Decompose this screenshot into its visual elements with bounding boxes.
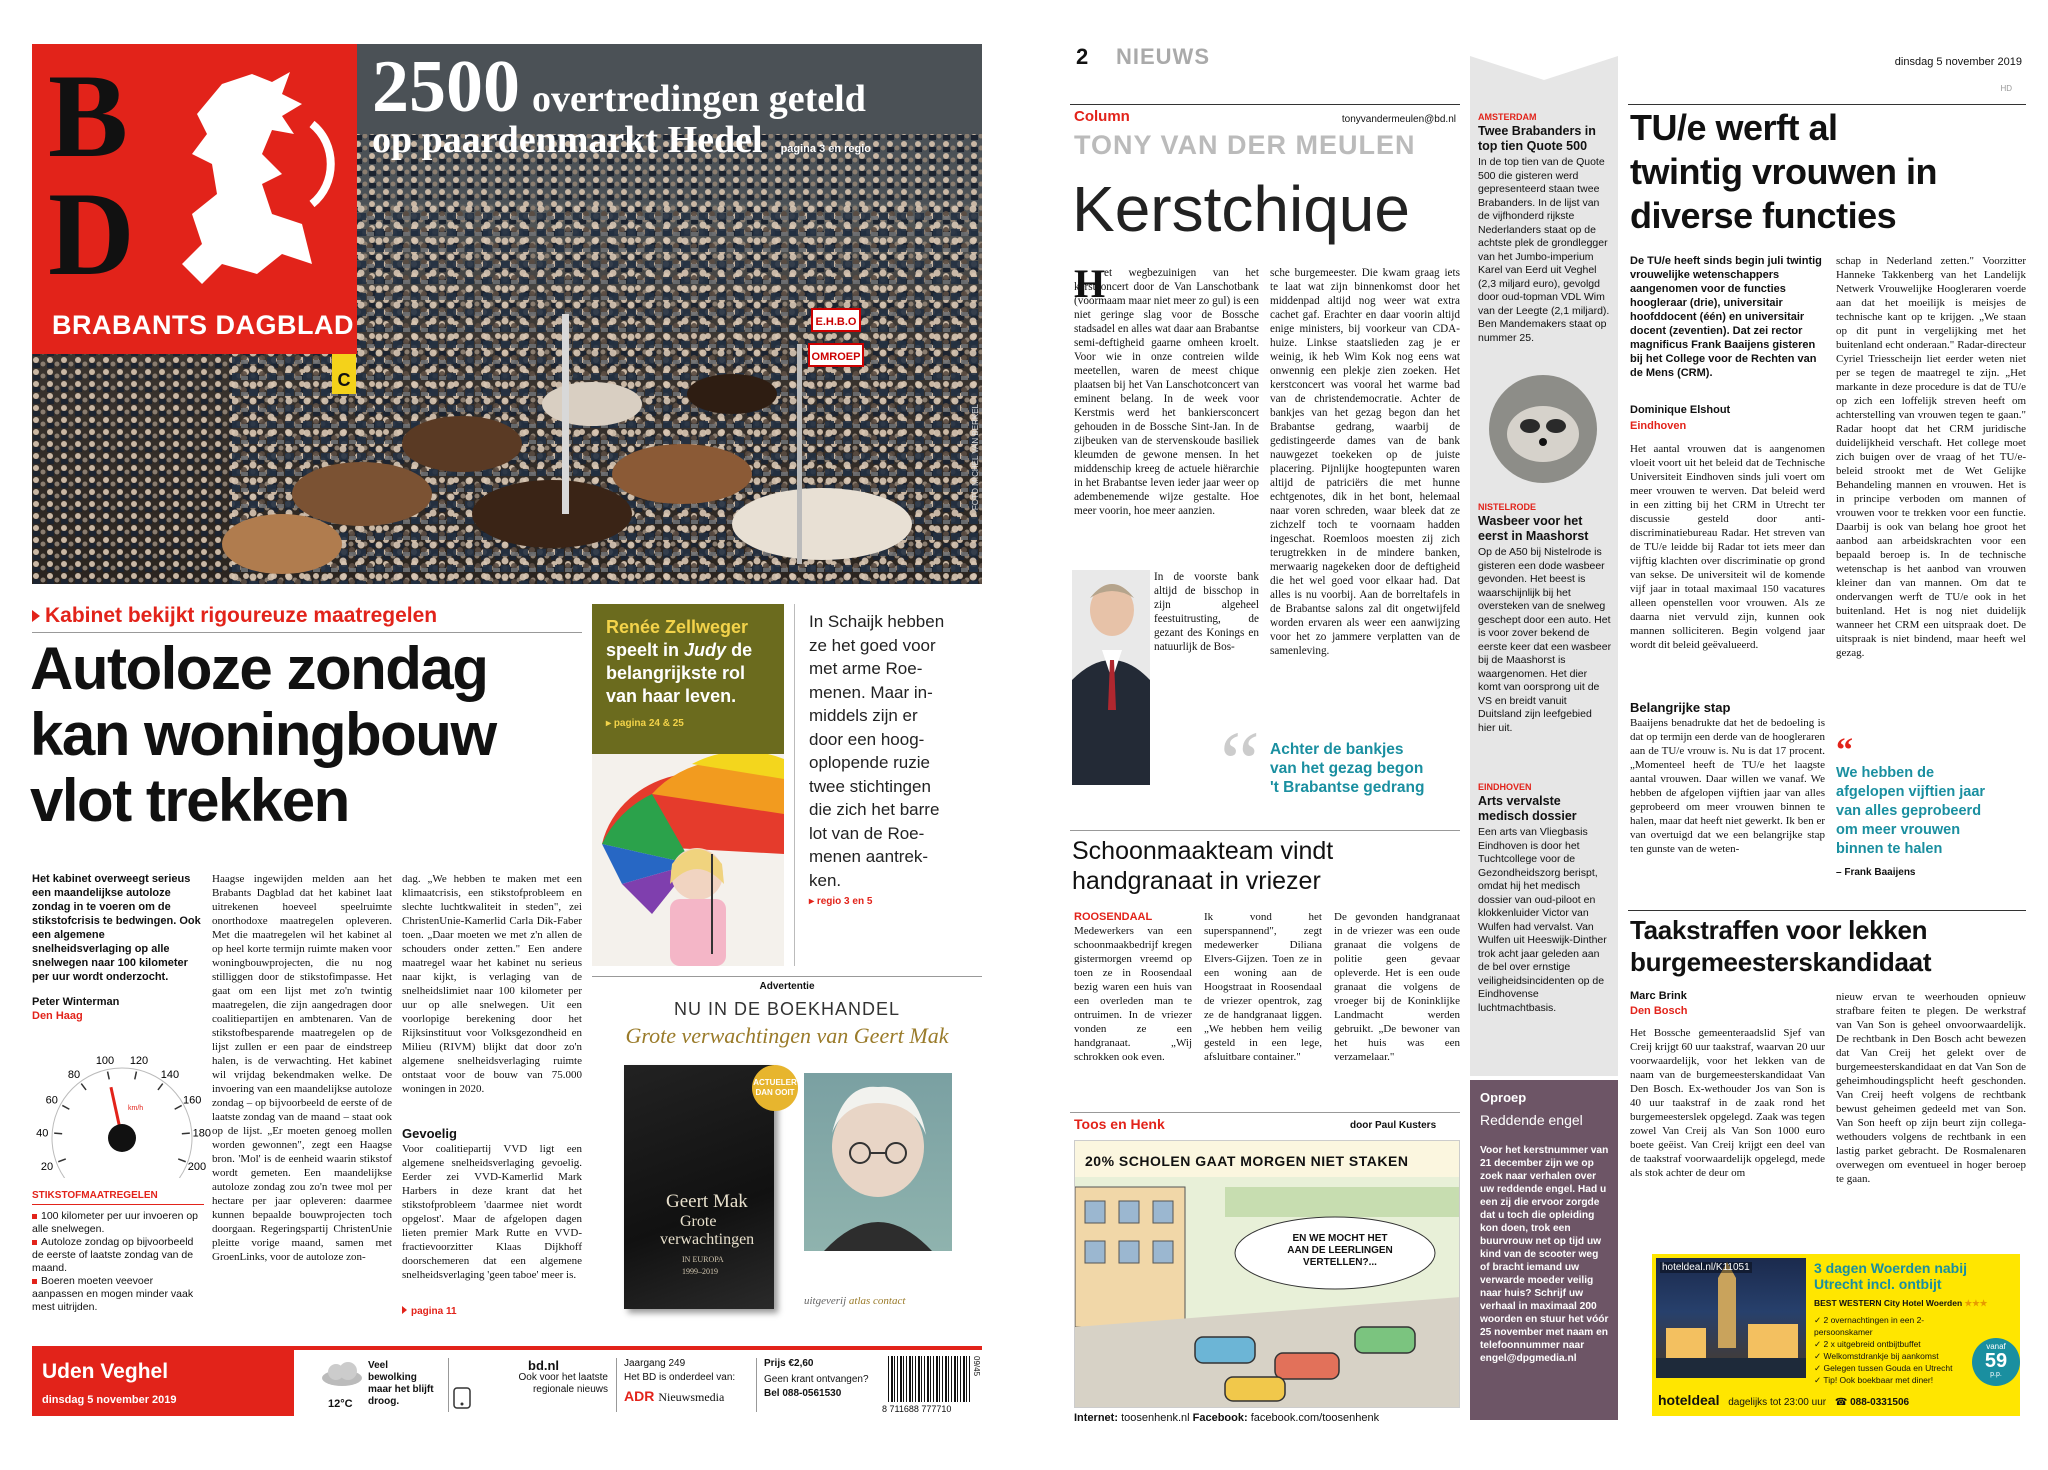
bd-parent-text: Het BD is onderdeel van: bbox=[624, 1372, 736, 1383]
speedometer-arc bbox=[52, 1068, 192, 1178]
sidebar-item-head: Twee Brabanders in top tien Quote 500 bbox=[1478, 124, 1596, 153]
speedometer-tick bbox=[108, 1072, 110, 1080]
promo-schaijk-line: middels zijn er bbox=[809, 706, 918, 725]
masthead[interactable] bbox=[32, 44, 357, 354]
columnist-photo bbox=[1072, 570, 1150, 785]
barcode-number: 8 711688 777710 bbox=[882, 1404, 952, 1414]
speedometer-hub bbox=[108, 1124, 136, 1152]
speedometer-tick bbox=[58, 1159, 65, 1162]
column-text-col1b: In de voorste bank altijd de bisschop in zijn algeheel feestuitrusting, de gezant des Konings en natuurlijk de Bos- bbox=[1154, 571, 1259, 653]
tue-col1b: Baaijens benadrukte dat het de bedoeling is dat op termijn een derde van de hoogleraren aan de TU/e vrouw is. Nu is dat 17 procent. „Momenteel heeft de TU/e het laagste aantal vrouwen. Daar willen we vanaf. We hebben de afgelopen vijftien jaar van alles geprobeerd om meer vrouwen binnen te halen, maar dat heeft niet gewerkt. Ik ben er van overtuigd dat we een belangrijke stap ten gunste van de weten- bbox=[1630, 717, 1825, 855]
photo-number: 2500 bbox=[372, 46, 520, 128]
speedometer-label: 100 bbox=[95, 1054, 115, 1067]
sidebar-item-place: AMSTERDAM bbox=[1478, 112, 1537, 122]
hotel-name: BEST WESTERN City Hotel Woerden ★★★ bbox=[1814, 1298, 1988, 1308]
hotel-phone-icon: ☎ bbox=[1834, 1397, 1848, 1408]
speedometer-label: 60 bbox=[45, 1094, 58, 1107]
comic-balloon: EN WE MOCHT HET AAN DE LEERLINGEN VERTELLEN?... bbox=[1287, 1233, 1393, 1268]
hotel-hours: dagelijks tot 23:00 uur bbox=[1728, 1397, 1827, 1408]
hotel-price-badge: vanaf 59 p.p. bbox=[1972, 1338, 2020, 1386]
sidebar-item-body: Op de A50 bij Nistelrode is gisteren een dode wasbeer gevonden. Het beest is waarschijnlijk bij het oversteken van de snelweg geschept door een auto. Het is voor zover bekend de eerste keer dat een wasbeer bij de Maashorst is waargenomen. Het dier komt van oorsprong uit de VS en breidt vanuit Duitsland zijn leefgebied hier uit. bbox=[1478, 546, 1612, 734]
hotel-feature-item: ✓ Gelegen tussen Gouda en Utrecht bbox=[1814, 1363, 1953, 1373]
ad-book-cover bbox=[624, 1065, 774, 1309]
photo-headline-line2: op paardenmarkt Hedel bbox=[372, 119, 763, 161]
column-label: Column bbox=[1074, 108, 1130, 125]
granaat-col1: ROOSENDAAL Medewerkers van een schoonmaakbedrijf kregen gistermorgen vreemd op toen ze in Roosendaal bezig waren een huis van een overleden man te ontruimen. In de vriezer vonden ze een handgranaat. „Wij schrokken ook even. bbox=[1074, 911, 1192, 1063]
lead-headline-line3: vlot trekken bbox=[30, 767, 349, 834]
weather-temp: 12°C bbox=[328, 1398, 353, 1410]
taak-col2: nieuw ervan te weerhouden opnieuw strafbare feiten te plegen. De werkstraf van Van Son is geheel onvoorwaardelijk. De rechtbank in Den Bosch acht bewezen dat Van Creij het gelekt over de burgemeesterskandidaat en dat Van Son de geheimhoudingsplicht heeft geschonden. Van Creij heeft volgens de rechtbank bewust geheimen gedeeld met van Son. Van Son heeft op zijn beurt zijn collega-wethouders volgens de rechtbank in een lastig parket gebracht. De Rosmalenaren overwegen om eventueel in hoger beroep te gaan. bbox=[1836, 991, 2026, 1185]
vak-sign: C bbox=[337, 370, 351, 390]
tue-author: Dominique Elshout bbox=[1630, 404, 1731, 416]
column-dropcap: H bbox=[1074, 261, 1106, 306]
promo-schaijk-ref: ▸ regio 3 en 5 bbox=[809, 896, 873, 907]
promo-schaijk[interactable] bbox=[794, 604, 982, 966]
lead-author: Peter Winterman bbox=[32, 996, 120, 1008]
speedometer-tick bbox=[178, 1159, 185, 1162]
promo-schaijk-line: twee stichtingen bbox=[809, 776, 931, 796]
adr-logo: ADR Nieuwsmedia bbox=[624, 1388, 725, 1404]
promo-schaijk-line: oplopende ruzie bbox=[809, 753, 930, 772]
section-name: NIEUWS bbox=[1116, 44, 1210, 69]
tue-headline: TU/e werft al twintig vrouwen in diverse functies bbox=[1630, 107, 1937, 236]
ad-book-title2: verwachtingen bbox=[660, 1231, 755, 1248]
hotel-brand: hoteldeal bbox=[1658, 1392, 1720, 1408]
promo-schaijk-line: ken. bbox=[809, 870, 842, 890]
jaargang: Jaargang 249 bbox=[624, 1358, 686, 1369]
column-quote-mark: “ bbox=[1220, 714, 1260, 813]
edition-box bbox=[32, 1350, 294, 1416]
oproep-head: Reddende engel bbox=[1480, 1112, 1583, 1128]
lead-headline-line2: kan woningbouw bbox=[30, 701, 496, 768]
stikstof-bullet: Autoloze zondag op bijvoorbeeld de eerste of laatste zondag van de maand. bbox=[32, 1236, 194, 1274]
no-paper-text: Geen krant ontvangen? bbox=[764, 1374, 869, 1385]
ad-publisher: uitgeverij atlas contact bbox=[804, 1295, 906, 1307]
speedometer-label: 120 bbox=[129, 1054, 149, 1067]
speedometer-unit: km/h bbox=[128, 1105, 144, 1112]
tue-col1: Het aantal vrouwen dat is aangenomen vloeit voort uit het beleid dat de Technische Universiteit Eindhoven sinds juli voert om meer vrouwen te werven. Dat beleid werd in een zitting bij het CRM in Utrecht ter discussie gesteld door anti-discriminatiebureau Radar. Het streven van de TU/e leidde bij Radar tot iets meer dan vijftig klachten over discriminatie op grond van sekse. De universiteit wil de komende vijf jaar in totaal maximaal 150 vacatures alleen openstellen voor vrouwen. Als ze daarna niet vervuld zijn, kunnen ook mannen solliciteren. Begin volgend jaar wordt dit beleid geëvalueerd. bbox=[1630, 443, 1825, 651]
sidebar-item-body: In de top tien van de Quote 500 die gisteren werd gepresenteerd staan twee Brabanders. In de lijst van de vijfhonderd rijkste Nederlanders staat op de achtste plek de grondlegger van het Jumbo-imperium Karel van Eerd uit Veghel (2,3 miljard euro), gevolgd door oud-topman VDL Wim van der Leegte (2,1 miljard). Ben Mandemakers staat op nummer 25. bbox=[1478, 156, 1610, 344]
ad-badge: ACTUELER DAN OOIT bbox=[752, 1065, 798, 1111]
sidebar-news-item[interactable] bbox=[1478, 782, 1612, 1015]
speedometer-label: 20 bbox=[40, 1160, 54, 1173]
barcode bbox=[888, 1356, 972, 1402]
promo-zellweger-ref: ▸ pagina 24 & 25 bbox=[606, 718, 684, 729]
lead-page-ref[interactable]: pagina 11 bbox=[402, 1306, 457, 1317]
stikstof-bullets bbox=[32, 1210, 207, 1314]
barcode-side: 09/45 bbox=[972, 1356, 981, 1377]
tue-place: Eindhoven bbox=[1630, 420, 1687, 432]
promo-schaijk-line: In Schaijk hebben bbox=[809, 612, 945, 631]
hotel-feature-item: ✓ Welkomstdrankje bij aankomst bbox=[1814, 1351, 1939, 1361]
sidebar-item-body: Een arts van Vliegbasis Eindhoven is door het Tuchtcollege voor de Gezondheidszorg berispt, omdat hij het medisch dossier van oud-piloot en klokkenluider Victor van Wulfen had vervalst. Van Wulfen uit Heeswijk-Dinther trok acht jaar geleden aan de bel over ernstige veiligheidsincidenten op de Eindhovense luchtmachtbasis. bbox=[1478, 826, 1607, 1014]
speedometer-tick bbox=[54, 1133, 62, 1134]
promo-zellweger-text: Renée Zellweger speelt in Judy de belangrijkste rol van haar leven. ▸ pagina 24 & 25 bbox=[606, 616, 776, 735]
lead-headline bbox=[30, 636, 590, 834]
hotel-photo bbox=[1656, 1258, 1806, 1378]
left-front-page bbox=[0, 0, 1000, 1470]
hotel-items bbox=[1814, 1314, 1974, 1386]
granaat-col3: De gevonden handgranaat in de vriezer was een oude granaat die volgens de politie geen gevaar opleverde. Het is een oude granaat die volgens de vroeger bij de Koninklijke Landmacht werden gebruikt. „De bewoner van het huis was een verzamelaar." bbox=[1334, 911, 1460, 1063]
speedometer-label: 160 bbox=[183, 1094, 202, 1107]
edition-date: dinsdag 5 november 2019 bbox=[42, 1394, 177, 1406]
hotel-footer bbox=[1658, 1392, 2018, 1408]
lead-headline-line1: Autoloze zondag bbox=[30, 635, 488, 702]
hotel-url: hoteldeal.nl/K11051 bbox=[1662, 1262, 1750, 1273]
page-date: dinsdag 5 november 2019 bbox=[1894, 56, 2022, 68]
price: Prijs €2,60 bbox=[764, 1358, 814, 1369]
masthead-letter-d: D bbox=[48, 167, 135, 300]
lead-body-col3b: Voor coalitiepartij VVD ligt een algemene snelheidsverlaging gevoelig. Eerder zei VVD-Kamerlid Mark Harbers in deze krant dat het stikstofprobleem 'daarmee niet wordt opgelost'. Maar de afgelopen dagen lieten premier Mark Rutte en VVD-fractievoorzitter Klaas Dijkhoff doorschemeren dat een algemene snelheidsverlaging 'geen taboe' meer is. bbox=[402, 1143, 582, 1281]
ad-author-photo bbox=[804, 1073, 952, 1251]
hotel-feature-item: ✓ 2 x uitgebreid ontbijtbuffet bbox=[1814, 1339, 1921, 1349]
hotel-phone: 088-0331506 bbox=[1850, 1397, 1910, 1408]
ad-label: Advertentie bbox=[759, 981, 815, 992]
weather-text: Veel bewolking maar het blijft droog. bbox=[368, 1360, 434, 1407]
raccoon-photo bbox=[1488, 374, 1598, 484]
taak-place: Den Bosch bbox=[1630, 1005, 1688, 1017]
sidebar-item-head: Arts vervalste medisch dossier bbox=[1478, 794, 1577, 823]
photo-headline bbox=[372, 46, 982, 162]
promo-schaijk-line: ze het goed voor bbox=[809, 635, 936, 655]
taak-author: Marc Brink bbox=[1630, 990, 1687, 1002]
lead-body-col3a: dag. „We hebben te maken met een klimaatcrisis, een stikstofprobleem en slechte luchtkwaliteit in steden", zei ChristenUnie-Kamerlid Carla Dik-Faber toen. „Daar moeten we met z'n allen de schouders onder zetten." Een andere maatregel waar het kabinet nu serieus naar kijkt, is verlaging van de snelheidslimiet naar 100 kilometer per uur op alle snelwegen. Uit een voorlopige berekening door het Rijksinstituut voor Volksgezondheid en Milieu (RIVM) blijkt dat door zo'n algemene snelheidsverlaging ruimte ontstaat voor de bouw van 75.000 woningen in 2020. bbox=[402, 873, 582, 1095]
granaat-headline: Schoonmaakteam vindt handgranaat in vriezer bbox=[1072, 837, 1334, 895]
promo-schaijk-line: met arme Roe- bbox=[809, 659, 923, 678]
column-text-col2: sche burgemeester. Die kwam graag iets te laat wat zijn binnenkomst door het middenpad altijd nog weer wat extra cachet gaf. Erachter en daar voorin altijd enige ministers, bij voorkeur van CDA-huize. Linkse staatslieden zag je er weinig, ik heb Wim Kok nog eens wat onwennig een plekje zien zoeken. Het kerstconcert was vooral het warme bad van de christendemocratie. Achter de bankjes van het gezag begon dan het Brabantse gedrang, waarbij de gedistingeerde dames van de bank nauwgezet toekeken op de juiste placering. Pijnlijke hoogtepunten waren altijd de patriciërs die met hunne echtgenotes, dik in het bont, helemaal naar voren schreden, waar bleek dat ze zichzelf toch te voornaam hadden ingeschat. Roemloos moesten zij zich terugtrekken in de mindere banken, merwaarig nagekeken door de deftigheid die het wel goed voor elkaar had. Dat alles is nu voorbij. Aan de borreltafels in de Brabantse salons zal dit ongetwijfeld worden ervaren als weer een aanwijzing voor het zo jammere verplatten van de samenleving. bbox=[1270, 267, 1460, 657]
taak-headline: Taakstraffen voor lekken burgemeesterskandidaat bbox=[1630, 915, 1932, 977]
hoteldeal-ad[interactable] bbox=[1652, 1254, 2020, 1416]
stikstof-bullet: Boeren moeten veevoer aanpassen en mogen minder vaak mest uitrijden. bbox=[32, 1275, 194, 1313]
granaat-col2: Ik vond het superspannend", zegt medewerker Diliana Elvers-Gijzen. Toen ze in een woning aan de Hoogstraat in Roosendaal de vriezer opentrok, zag ze de handgranaat liggen. „We hebben hem veilig gesteld in een lege, afsluitbare container." bbox=[1204, 911, 1322, 1063]
page-number: 2 bbox=[1076, 44, 1089, 69]
speedometer-label: 180 bbox=[192, 1127, 211, 1140]
cloud-icon bbox=[320, 1362, 364, 1386]
ad-title-line2: Grote verwachtingen van Geert Mak bbox=[625, 1023, 949, 1048]
promo-schaijk-line: lot van de Roe- bbox=[809, 823, 925, 843]
lead-kicker-text: Kabinet bekijkt rigoureuze maatregelen bbox=[45, 604, 438, 627]
column-text-col1: et wegbezuinigen van het kerstconcert door de Van Lanschotbank (voormaam maar niet meer zo gul) is een niet geringe slag voor de Bossche stadsadel en alles wat daar aan Brabantse semi-deftigheid gaarne omheen kroelt. Voor wie in onze contreien wilde meetellen, waren de meest chique plaatsen bij het Van Lanschotconcert van eminent belang. In de week voor Kerstmis werd het bankiersconcert gehouden in de Bossche Sint-Jan. In de zijbeuken van de stervenskoude basiliek kleumden de gewone mensen. In het middenschip kreeg de actuele hiërarchie in het Brabantse leven ieder jaar weer op adembenemende wijze gestalte. Hoe meer voorin, hoe meer aanzien. bbox=[1074, 267, 1259, 517]
photo-page-ref[interactable]: pagina 3 en regio bbox=[780, 143, 872, 155]
stikstof-box-title: STIKSTOFMAATREGELEN bbox=[32, 1190, 158, 1201]
lead-place: Den Haag bbox=[32, 1010, 83, 1022]
promo-schaijk-text bbox=[809, 610, 979, 892]
oproep-box[interactable] bbox=[1470, 1080, 1618, 1420]
edition-name: Uden Veghel bbox=[42, 1360, 169, 1383]
stikstof-bullet: 100 kilometer per uur invoeren op alle snelwegen. bbox=[32, 1210, 199, 1235]
ad-book-title1: Grote bbox=[680, 1213, 717, 1230]
comic-label: Toos en Henk bbox=[1074, 1116, 1165, 1132]
hotel-feature-item: ✓ 2 overnachtingen in een 2-persoonskamer bbox=[1814, 1315, 1925, 1337]
column-email[interactable]: tonyvandermeulen@bd.nl bbox=[1341, 114, 1456, 125]
comic-strip bbox=[1074, 1140, 1460, 1408]
comic-links[interactable]: Internet: toosenhenk.nl Facebook: facebook.com/toosenhenk bbox=[1074, 1412, 1380, 1424]
comic-caption: 20% SCHOLEN GAAT MORGEN NIET STAKEN bbox=[1085, 1153, 1409, 1169]
speedometer-tick bbox=[62, 1105, 69, 1109]
speedometer-label: 40 bbox=[36, 1127, 49, 1140]
taak-col1: Het Bossche gemeenteraadslid Sjef van Creij krijgt 60 uur taakstraf, waarvan 20 uur voorwaardelijk, voor het lekken van de naam van de burgemeesterskandidaat Van Den Bosch. Ex-wethouder Jos van Son is 40 uur taakstraf in de zaak rond het burgemeesterslek opgelegd. Zaak was tegen zowel Van Creij als Van Son 1000 euro boete geëist. Van Creij krijgt een deel van de taakstraf voorwaardelijk opgelegd, mede als stok achter de deur om bbox=[1630, 1027, 1825, 1179]
page-code: HD bbox=[2000, 84, 2012, 93]
speedometer-tick bbox=[158, 1084, 163, 1090]
lead-subhead: Gevoelig bbox=[402, 1126, 457, 1141]
masthead-letter-b: B bbox=[48, 49, 129, 182]
hotel-feature-item: ✓ Tip! Ook boekbaar met diner! bbox=[1814, 1375, 1934, 1385]
speedometer-tick bbox=[81, 1084, 86, 1090]
promo-schaijk-line: door een hoog- bbox=[809, 729, 925, 749]
speedometer-tick bbox=[182, 1133, 190, 1134]
speedometer-tick bbox=[175, 1105, 182, 1109]
ad-book-sub: IN EUROPA bbox=[682, 1255, 724, 1264]
umbrella-photo bbox=[592, 754, 784, 966]
photo-credit: FOTO MICHEL VAN BERKEL bbox=[971, 404, 980, 511]
lead-kicker bbox=[32, 604, 582, 628]
sidebar-news-item[interactable] bbox=[1478, 502, 1612, 735]
tue-col2: schap in Nederland zetten." Voorzitter Hanneke Takkenberg van het Landelijk Netwerk Vrouwelijke Hoogleraren voerde aan dat het moeilijk is meisjes de technische kant op te krijgen. „We staan op dit punt in vergelijking met het buitenland echt onderaan." Radar-directeur Cyriel Triesscheijn liet eerder weten niet per se tegen de maatregel te zijn. „Het markante in deze procedure is dat de TU/e op zich een loffelijk streven heeft om achterstelling van vrouwen tegen te gaan." Radar hoopt dat het CRM juridische duidelijkheid verschaft. Het college moet zich buigen over de vraag of het TU/e-beleid strookt met de Wet Gelijke Behandeling mannen en vrouwen. Het is in principe verboden om mannen of vrouwen voor te trekken voor een functie. Daarbij is ook van belang hoe groot het aanbod aan arbeidskrachten voor een bepaald beroep is. In de technische wetenschap is het aanbod van vrouwen kleiner dan van mannen. Om dat te ondervangen werft de TU/e ook in het buitenland. Het is nog niet duidelijk wanneer het CRM een uitspraak doet. De uitspraak is niet bindend, maar heeft wel gezag. bbox=[1836, 255, 2026, 659]
omroep-sign: OMROEP bbox=[811, 351, 861, 363]
sidebar-item-place: NISTELRODE bbox=[1478, 502, 1537, 512]
ad-title-line1: NU IN DE BOEKHANDEL bbox=[673, 999, 901, 1019]
masthead-name: BRABANTS DAGBLAD bbox=[52, 310, 354, 340]
tue-intro: De TU/e heeft sinds begin juli twintig vrouwelijke wetenschappers aangenomen voor de functies hoogleraar (drie), universitair hoofddocent (één) en universitair docent (zeventien). Dat zei rector magnificus Frank Baaijens gisteren bij het College voor de Rechten van de Mens (CRM). bbox=[1630, 255, 1822, 379]
promo-schaijk-line: die zich het barre bbox=[809, 800, 940, 819]
promo-schaijk-line: menen aantrek- bbox=[809, 847, 929, 866]
column-pullquote: Achter de bankjes van het gezag begon 't Brabantse gedrang bbox=[1270, 741, 1425, 796]
ehbo-sign: E.H.B.O bbox=[815, 316, 857, 328]
tue-quote-mark: “ bbox=[1836, 732, 1853, 769]
service-phone: Bel 088-0561530 bbox=[764, 1388, 842, 1399]
oproep-label: Oproep bbox=[1480, 1090, 1527, 1105]
speedometer-tick bbox=[135, 1072, 137, 1080]
speedometer-label: 200 bbox=[187, 1160, 207, 1173]
speedometer-label: 140 bbox=[160, 1068, 180, 1081]
lion-logo-icon bbox=[162, 64, 347, 294]
ad-book-years: 1999–2019 bbox=[682, 1267, 718, 1276]
right-page bbox=[1070, 0, 2040, 1470]
tue-pullquote: We hebben de afgelopen vijftien jaar van alles geprobeerd om meer vrouwen binnen te halen – Frank Baaijens bbox=[1836, 765, 1986, 878]
sidebar-item-head: Wasbeer voor het eerst in Maashorst bbox=[1478, 514, 1589, 543]
comic-by: door Paul Kusters bbox=[1350, 1120, 1437, 1131]
oproep-body: Voor het kerstnummer van 21 december zijn we op zoek naar verhalen over uw reddende engel. Had u een zij die ervoor zorgde dat u toch die opleiding kon doen, trok een buurvrouw net op tijd uw kind van de scooter weg of bracht iemand uw verwarde moeder veilig naar huis? Schrijf uw verhaal in maximaal 200 woorden en stuur het vóór 25 november met naam en telefoonnummer naar engel@dpgmedia.nl bbox=[1480, 1145, 1609, 1364]
ad-book-author: Geert Mak bbox=[666, 1191, 748, 1212]
photo-headline-line1: overtredingen geteld bbox=[532, 78, 866, 120]
promo-schaijk-line: menen. Maar in- bbox=[809, 682, 933, 702]
advertisement-geert-mak[interactable] bbox=[592, 976, 982, 1324]
lead-intro: Het kabinet overweegt serieus een maandelijkse autoloze zondag in te voeren om de stikstofcrisis te bedwingen. Ook een algemene snelheidsverlaging op alle snelwegen naar 100 kilometer per uur wordt onderzocht. bbox=[32, 873, 201, 983]
sidebar-news-item[interactable] bbox=[1478, 112, 1612, 345]
promo-zellweger[interactable] bbox=[592, 604, 784, 966]
column-title: Kerstchique bbox=[1072, 173, 1410, 245]
hand-tap-icon bbox=[452, 1386, 478, 1410]
site-text: Ook voor het laatste regionale nieuws bbox=[518, 1372, 608, 1395]
sidebar-item-place: EINDHOVEN bbox=[1478, 782, 1532, 792]
site-name[interactable]: bd.nl bbox=[528, 1358, 560, 1373]
tue-subhead: Belangrijke stap bbox=[1630, 700, 1731, 715]
speedometer-graphic bbox=[32, 1028, 212, 1178]
lead-body-col2: Haagse ingewijden melden aan het Brabants Dagblad dat het kabinet laat uitrekenen hoeveel speelruimte onorthodoxe maatregelen opleveren. Met die maatregelen wil het kabinet al op heel korte termijn ruimte maken voor woningbouwprojecten, die nu nog stilliggen door de stikstofimpasse. Het gaat om een lijst met zo'n twintig maatregelen, die zijn aangedragen door coalitiepartijen en ambtenaren. Van de stikstofbesparende maatregelen op de lijst zullen er een paar de eindstreep halen, is de verwachting. Het kabinet wil vrijdag bekendmaken welke. De invoering van een maandelijkse autoloze zondag – op bijvoorbeeld de eerste of de laatste zondag van de maand – staat ook op de lijst. „Er moeten genoeg mollen worden gewonnen", zegt een Haagse bron. 'Mol' is de eenheid waarin stikstof wordt gemeten. Een maandelijkse autoloze zondag zou zo'n twee mol per hectare per jaar opleveren: daarmee kunnen bepaalde bouwprojecten toch doorgaan. Regeringspartij ChristenUnie pleitte vorige maand, samen met GroenLinks, voor de autoloze zon- bbox=[212, 873, 392, 1263]
column-author: TONY VAN DER MEULEN bbox=[1074, 130, 1416, 160]
speedometer-label: 80 bbox=[67, 1068, 81, 1081]
left-footer bbox=[32, 1346, 982, 1416]
hotel-title: 3 dagen Woerden nabij Utrecht incl. ontbijt bbox=[1814, 1260, 1967, 1292]
